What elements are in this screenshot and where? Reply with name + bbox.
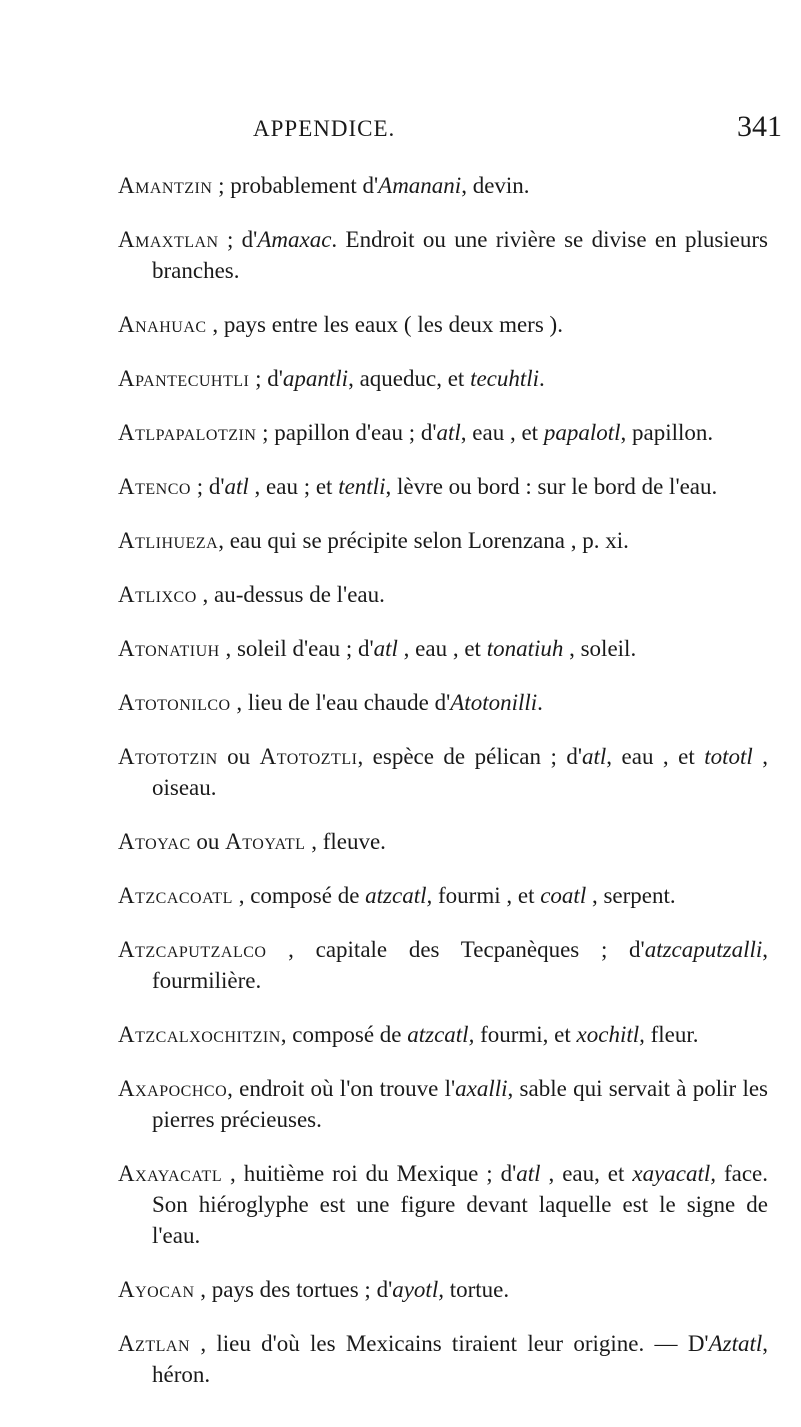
entry-headword: Atlixco	[118, 582, 197, 607]
entry-text: tortue.	[443, 1277, 510, 1302]
entry-term: Amaxac	[257, 227, 332, 252]
glossary-entry	[118, 417, 768, 448]
entry-term: atl	[224, 474, 249, 499]
glossary-entry	[118, 1073, 768, 1135]
entry-text: , eau , et	[397, 636, 487, 661]
entry-text: , eau, et	[540, 1161, 633, 1186]
entry-headword: Atonatiuh	[118, 636, 220, 661]
entry-term: tecuhtli	[470, 366, 540, 391]
entry-headword: Atotoztli	[259, 744, 358, 769]
entry-headword: Atzcaputzalco	[118, 937, 267, 962]
entry-headword: Atzcalxochitzin	[118, 1022, 281, 1047]
entry-text: ou	[217, 744, 260, 769]
glossary-entry	[118, 1019, 768, 1050]
glossary-entry	[118, 363, 768, 394]
entry-text: fourmi, et	[474, 1022, 577, 1047]
entry-term: atl	[373, 636, 398, 661]
glossary-entries	[118, 147, 768, 1398]
entry-term: atzcaputzalli	[644, 937, 763, 962]
glossary-entry	[118, 309, 768, 340]
entry-term: atl	[582, 744, 607, 769]
entry-text: , lèvre ou bord : sur le bord de l'eau.	[385, 474, 718, 499]
glossary-entry	[118, 579, 768, 610]
entry-text: , pays des tortues ; d'	[194, 1277, 393, 1302]
entry-term: papalotl	[543, 420, 621, 445]
entry-term: apantli	[282, 366, 349, 391]
entry-text: , endroit où l'on trouve l'	[227, 1076, 456, 1101]
entry-headword: Atlihueza	[118, 528, 219, 553]
entry-headword: Apantecuhtli	[118, 366, 250, 391]
entry-headword: Anahuac	[118, 312, 207, 337]
entry-term: xochitl,	[576, 1022, 645, 1047]
entry-text: , oiseau.	[152, 744, 769, 800]
entry-term: atzcatl,	[407, 1022, 475, 1047]
entry-text: ; d'	[190, 474, 225, 499]
glossary-entry	[118, 471, 768, 502]
entry-term: Atotonilli	[450, 690, 538, 715]
entry-text: , eau , et	[460, 420, 544, 445]
entry-term: Amanani	[378, 173, 462, 198]
entry-text: .	[537, 690, 543, 715]
running-title: APPENDICE.	[253, 116, 396, 141]
glossary-entry	[118, 934, 768, 996]
entry-term: ayotl,	[392, 1277, 444, 1302]
entry-text: , huitième roi du Mexique ; d'	[222, 1161, 517, 1186]
entry-text: ; papillon d'eau ; d'	[256, 420, 437, 445]
entry-text: , papillon.	[620, 420, 714, 445]
entry-headword: Atoyatl	[225, 829, 306, 854]
entry-text: face. Son hiéroglyphe est une figure devant laquelle est le signe de l'eau.	[152, 1161, 768, 1248]
entry-text: , héron.	[152, 1331, 768, 1387]
entry-term: tototl	[704, 744, 753, 769]
entry-text: , fleuve.	[305, 829, 386, 854]
glossary-entry	[118, 687, 768, 718]
entry-text: , espèce de pélican ; d'	[357, 744, 583, 769]
entry-text: , soleil d'eau ; d'	[219, 636, 374, 661]
entry-text: ; d'	[249, 366, 283, 391]
glossary-entry	[118, 1158, 768, 1251]
page-header	[0, 110, 801, 150]
entry-text: , composé de	[280, 1022, 408, 1047]
entry-text: , lieu d'où les Mexicains tiraient leur origine. — D'	[190, 1331, 709, 1356]
entry-text: , lieu de l'eau chaude d'	[230, 690, 451, 715]
glossary-entry	[118, 741, 768, 803]
entry-text: , fourmilière.	[152, 937, 768, 993]
entry-text: ; d'	[218, 227, 258, 252]
entry-term: atl	[436, 420, 461, 445]
entry-headword: Atoyac	[118, 829, 191, 854]
entry-text: fourmi , et	[432, 883, 541, 908]
entry-headword: Amantzin	[118, 173, 213, 198]
entry-headword: Atenco	[118, 474, 191, 499]
page-number: 341	[737, 110, 782, 143]
entry-term: atl	[516, 1161, 541, 1186]
glossary-entry	[118, 1274, 768, 1305]
glossary-entry	[118, 170, 768, 201]
glossary-entry	[118, 224, 768, 286]
entry-headword: Axapochco	[118, 1076, 228, 1101]
entry-headword: Atlpapalotzin	[118, 420, 257, 445]
entry-text: , serpent.	[586, 883, 676, 908]
entry-text: , soleil.	[563, 636, 637, 661]
entry-term: axalli	[455, 1076, 508, 1101]
entry-text: , aqueduc, et	[348, 366, 471, 391]
entry-term: Aztatl	[708, 1331, 763, 1356]
glossary-entry	[118, 1328, 768, 1390]
entry-text: , eau ; et	[248, 474, 339, 499]
entry-term: tonatiuh	[486, 636, 564, 661]
entry-text: , au-dessus de l'eau.	[196, 582, 385, 607]
glossary-entry	[118, 826, 768, 857]
entry-headword: Ayocan	[118, 1277, 195, 1302]
entry-term: atzcatl,	[365, 883, 433, 908]
entry-text: . Endroit ou une rivière se divise en plusieurs branches.	[152, 227, 768, 283]
glossary-entry	[118, 880, 768, 911]
entry-text: , eau , et	[606, 744, 705, 769]
glossary-entry	[118, 525, 768, 556]
entry-headword: Amaxtlan	[118, 227, 219, 252]
entry-term: xayacatl,	[632, 1161, 717, 1186]
entry-text: , devin.	[461, 173, 530, 198]
entry-headword: Atotonilco	[118, 690, 231, 715]
entry-term: coatl	[540, 883, 587, 908]
entry-headword: Aztlan	[118, 1331, 191, 1356]
entry-text: , composé de	[232, 883, 366, 908]
entry-text: ; probablement d'	[212, 173, 379, 198]
entry-text: , eau qui se précipite selon Lorenzana , p. xi.	[218, 528, 629, 553]
entry-term: tentli	[338, 474, 386, 499]
glossary-entry	[118, 633, 768, 664]
entry-text: , pays entre les eaux ( les deux mers ).	[206, 312, 563, 337]
entry-text: , sable qui servait à polir les pierres précieuses.	[152, 1076, 768, 1132]
entry-headword: Atototzin	[118, 744, 218, 769]
entry-text: ou	[190, 829, 226, 854]
entry-text: .	[539, 366, 545, 391]
entry-text: , capitale des Tecpanèques ; d'	[266, 937, 645, 962]
entry-headword: Atzcacoatl	[118, 883, 233, 908]
entry-headword: Axayacatl	[118, 1161, 223, 1186]
entry-text: fleur.	[644, 1022, 699, 1047]
